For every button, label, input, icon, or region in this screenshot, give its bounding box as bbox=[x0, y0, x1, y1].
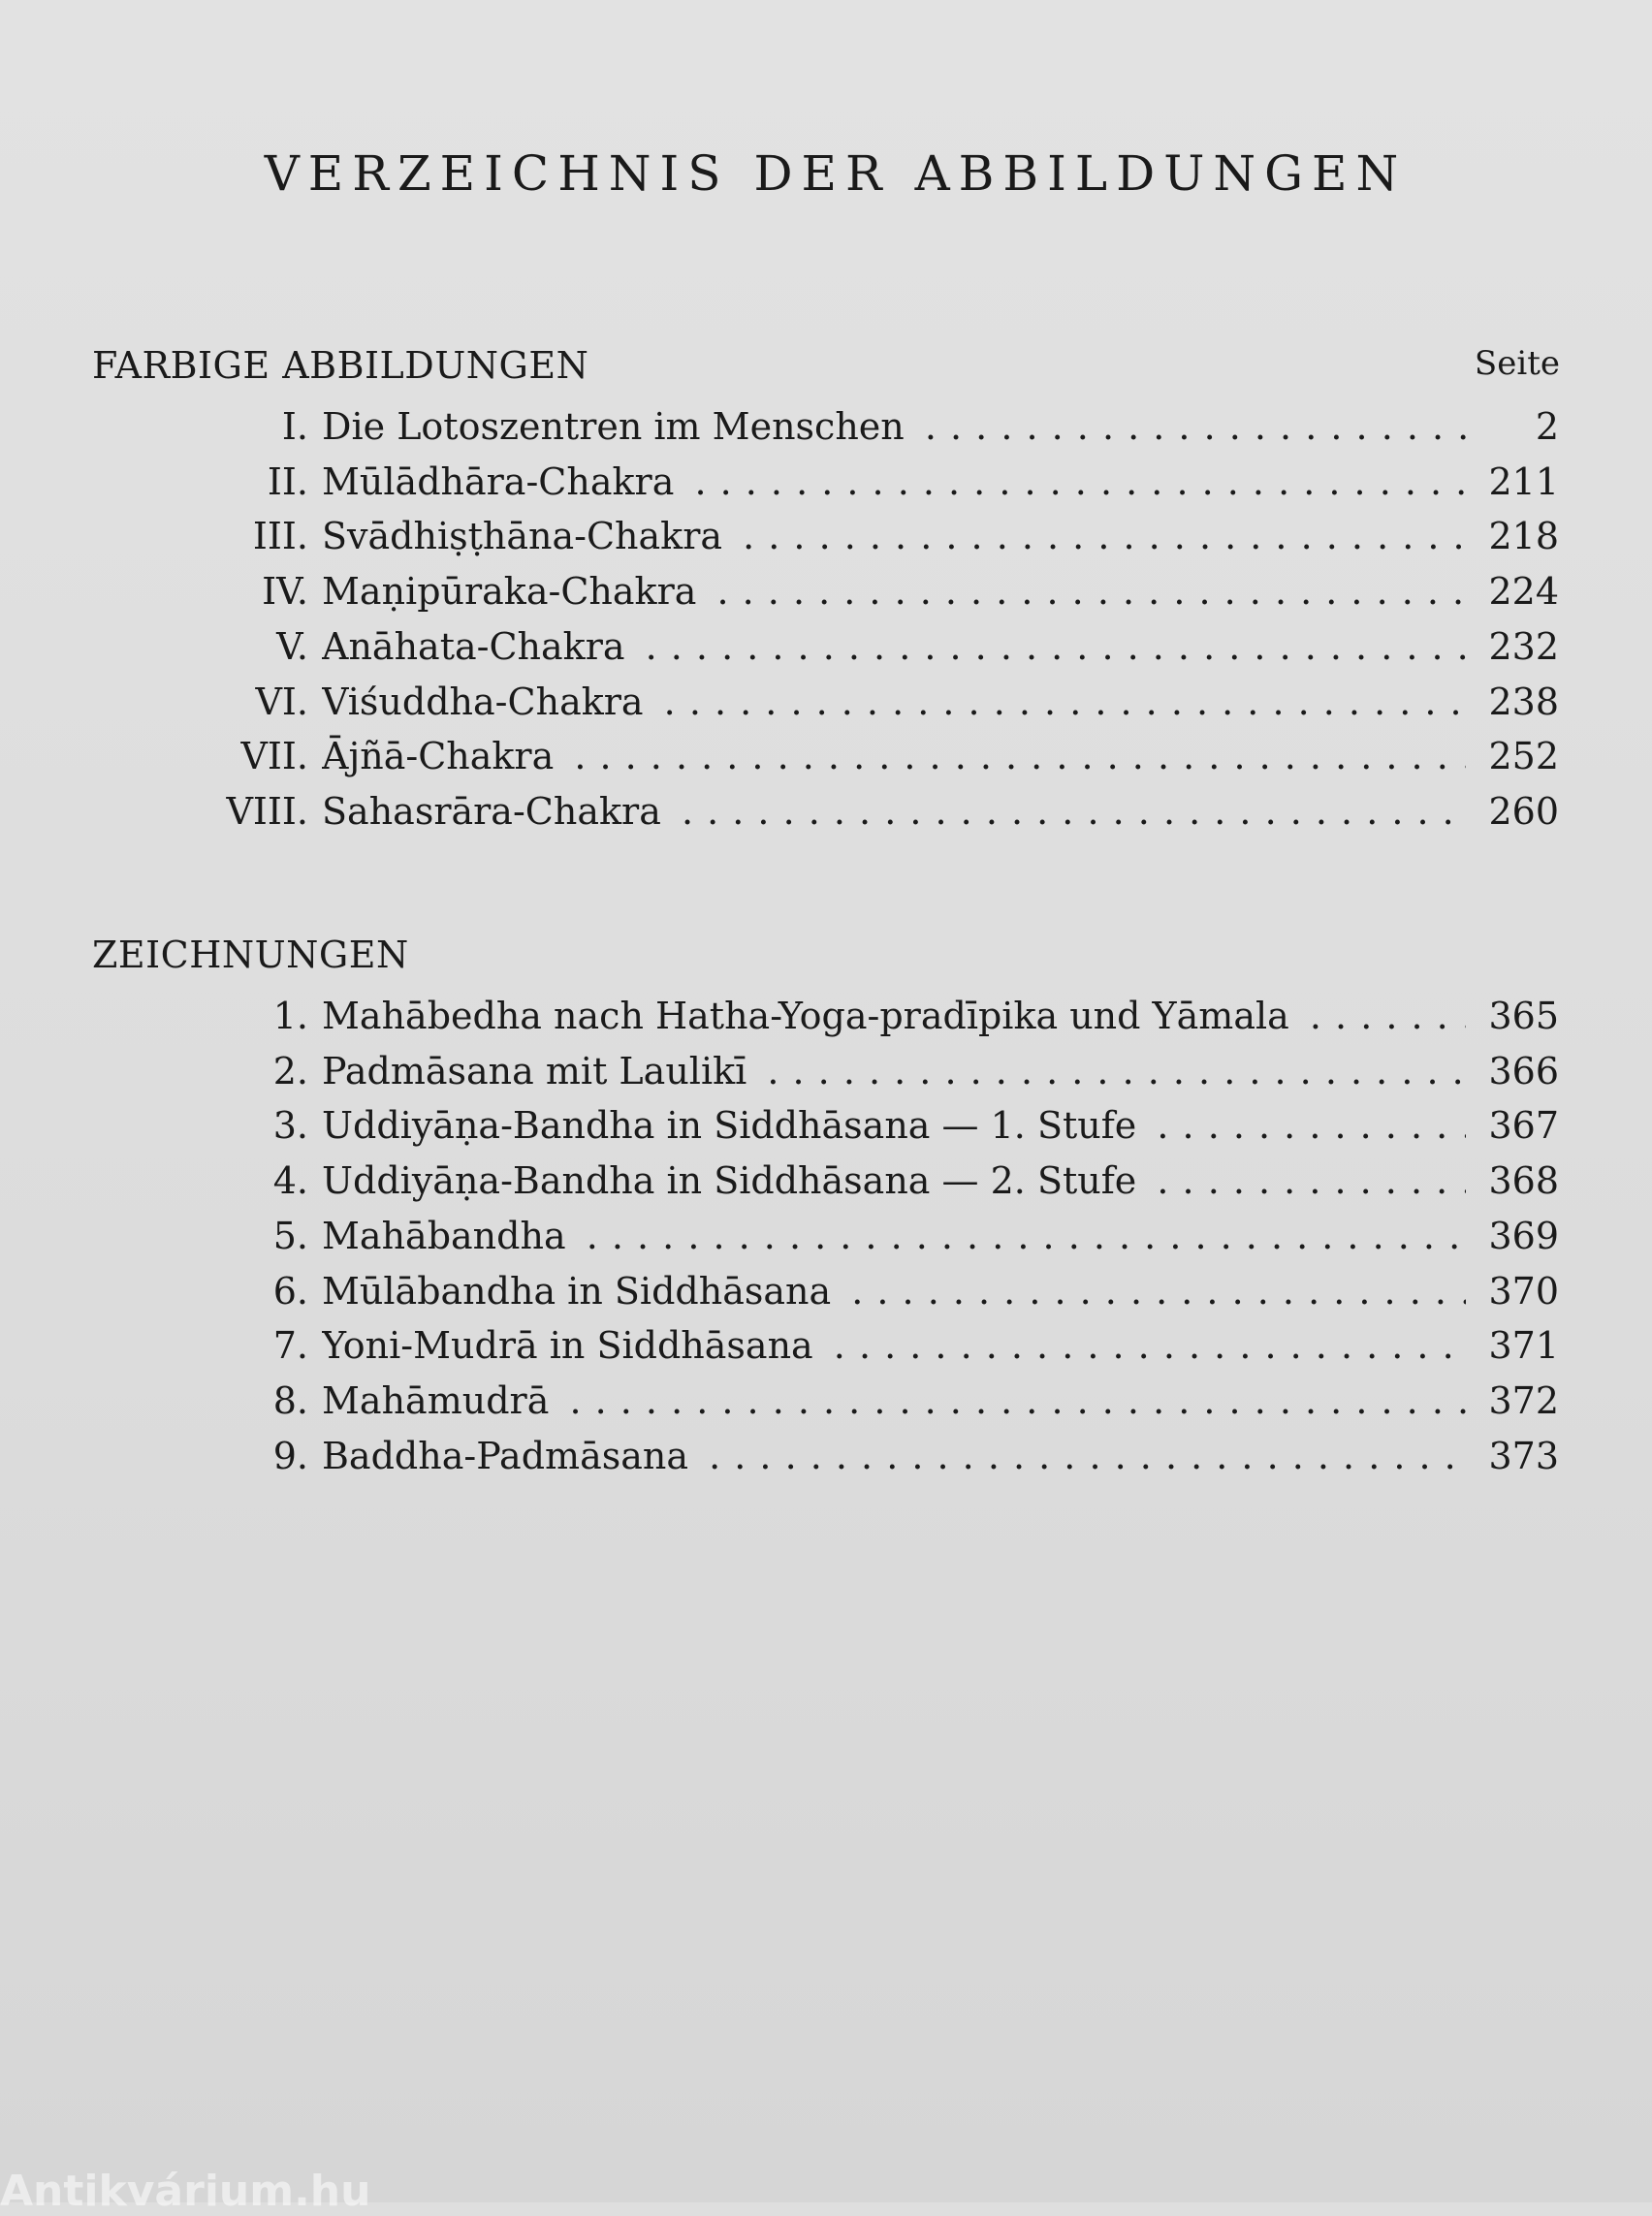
toc-entry bbox=[0, 625, 1652, 674]
entry-number: VI. bbox=[255, 680, 308, 723]
entry-label-text: Anāhata-Chakra bbox=[322, 624, 625, 668]
entry-label-text: Maṇipūraka-Chakra bbox=[322, 570, 697, 614]
watermark-text: Antikvárium.hu bbox=[0, 2167, 371, 2216]
toc-entry bbox=[0, 460, 1652, 509]
entry-page-number: 232 bbox=[1488, 624, 1559, 668]
entry-number: III. bbox=[252, 515, 308, 558]
entry-page-number: 260 bbox=[1488, 789, 1559, 833]
entry-label-text: Mūlābandha in Siddhāsana bbox=[322, 1269, 832, 1313]
entry-label-text: Ājñā-Chakra bbox=[322, 735, 555, 778]
entry-label bbox=[322, 1050, 1466, 1092]
entry-label bbox=[322, 1104, 1466, 1147]
entry-page-number: 372 bbox=[1488, 1378, 1559, 1422]
page-title: VERZEICHNIS DER ABBILDUNGEN bbox=[264, 145, 1408, 202]
entry-number: I. bbox=[281, 405, 308, 448]
entry-number: 9. bbox=[272, 1434, 308, 1477]
seite-column-label: Seite bbox=[1474, 344, 1560, 383]
toc-entry bbox=[0, 681, 1652, 729]
entry-label-text: Uddiyāṇa-Bandha in Siddhāsana — 1. Stufe bbox=[322, 1104, 1137, 1148]
entry-label-text: Padmāsana mit Laulikī bbox=[322, 1049, 747, 1092]
entry-page-number: 369 bbox=[1488, 1214, 1559, 1257]
entry-number: 2. bbox=[272, 1049, 308, 1092]
entry-label-text: Mahābandha bbox=[322, 1214, 566, 1257]
toc-entry bbox=[0, 1435, 1652, 1483]
toc-entry bbox=[0, 790, 1652, 839]
entry-page-number: 365 bbox=[1488, 995, 1559, 1037]
section-heading-farbige: FARBIGE ABBILDUNGEN bbox=[92, 344, 589, 387]
toc-entry bbox=[0, 1104, 1652, 1153]
entry-page-number: 370 bbox=[1488, 1269, 1559, 1313]
entry-label bbox=[322, 1324, 1466, 1367]
entry-label bbox=[322, 681, 1466, 723]
entry-page-number: 366 bbox=[1488, 1049, 1559, 1092]
entry-label-text: Yoni-Mudrā in Siddhāsana bbox=[322, 1324, 813, 1368]
toc-entry bbox=[0, 1050, 1652, 1098]
entry-page-number: 367 bbox=[1488, 1104, 1559, 1148]
entry-page-number: 224 bbox=[1488, 570, 1559, 614]
entry-label-text: Mahābedha nach Hatha-Yoga-pradīpika und Yāmala bbox=[322, 995, 1289, 1037]
entry-number: 6. bbox=[272, 1269, 308, 1313]
toc-entry bbox=[0, 1215, 1652, 1263]
entry-label bbox=[322, 790, 1466, 833]
entry-page-number: 218 bbox=[1488, 515, 1559, 558]
toc-entry bbox=[0, 405, 1652, 454]
entry-label-text: Die Lotoszentren im Menschen bbox=[322, 405, 905, 448]
entry-page-number: 252 bbox=[1488, 735, 1559, 778]
entry-page-number: 211 bbox=[1488, 459, 1559, 503]
entry-label bbox=[322, 515, 1466, 557]
entry-number: VII. bbox=[240, 735, 308, 778]
entry-label bbox=[322, 995, 1466, 1037]
entry-label bbox=[322, 1215, 1466, 1257]
entry-number: IV. bbox=[262, 570, 308, 614]
entry-number: VIII. bbox=[226, 789, 308, 833]
entry-number: 3. bbox=[272, 1104, 308, 1148]
entry-number: V. bbox=[276, 624, 308, 668]
entry-number: II. bbox=[267, 459, 308, 503]
toc-entry bbox=[0, 1379, 1652, 1428]
toc-entry bbox=[0, 995, 1652, 1043]
entry-label bbox=[322, 570, 1466, 613]
entry-label bbox=[322, 1159, 1466, 1202]
entry-page-number: 238 bbox=[1488, 680, 1559, 723]
toc-entry bbox=[0, 1159, 1652, 1208]
entry-number: 8. bbox=[272, 1378, 308, 1422]
entry-page-number: 2 bbox=[1535, 405, 1559, 448]
entry-label-text: Mahāmudrā bbox=[322, 1378, 550, 1422]
entry-label bbox=[322, 1379, 1466, 1422]
entry-number: 4. bbox=[272, 1159, 308, 1203]
entry-label bbox=[322, 1270, 1466, 1313]
entry-page-number: 371 bbox=[1488, 1324, 1559, 1368]
toc-entry bbox=[0, 570, 1652, 618]
entry-label-text: Viśuddha-Chakra bbox=[322, 680, 644, 723]
toc-entry bbox=[0, 735, 1652, 783]
entry-label bbox=[322, 405, 1466, 448]
entry-number: 7. bbox=[272, 1324, 308, 1368]
section-heading-zeichnungen: ZEICHNUNGEN bbox=[92, 934, 409, 976]
entry-label-text: Baddha-Padmāsana bbox=[322, 1434, 689, 1477]
entry-label bbox=[322, 735, 1466, 777]
entry-label-text: Uddiyāṇa-Bandha in Siddhāsana — 2. Stufe bbox=[322, 1159, 1137, 1203]
entry-page-number: 373 bbox=[1488, 1434, 1559, 1477]
entry-page-number: 368 bbox=[1488, 1159, 1559, 1203]
entry-label bbox=[322, 625, 1466, 668]
entry-number: 5. bbox=[272, 1214, 308, 1257]
toc-entry bbox=[0, 515, 1652, 563]
toc-entry bbox=[0, 1324, 1652, 1373]
entry-label bbox=[322, 1435, 1466, 1477]
entry-label-text: Mūlādhāra-Chakra bbox=[322, 459, 675, 503]
entry-number: 1. bbox=[272, 995, 308, 1037]
entry-label-text: Sahasrāra-Chakra bbox=[322, 789, 661, 833]
toc-entry bbox=[0, 1270, 1652, 1318]
entry-label bbox=[322, 460, 1466, 503]
entry-label-text: Svādhiṣṭhāna-Chakra bbox=[322, 515, 723, 558]
